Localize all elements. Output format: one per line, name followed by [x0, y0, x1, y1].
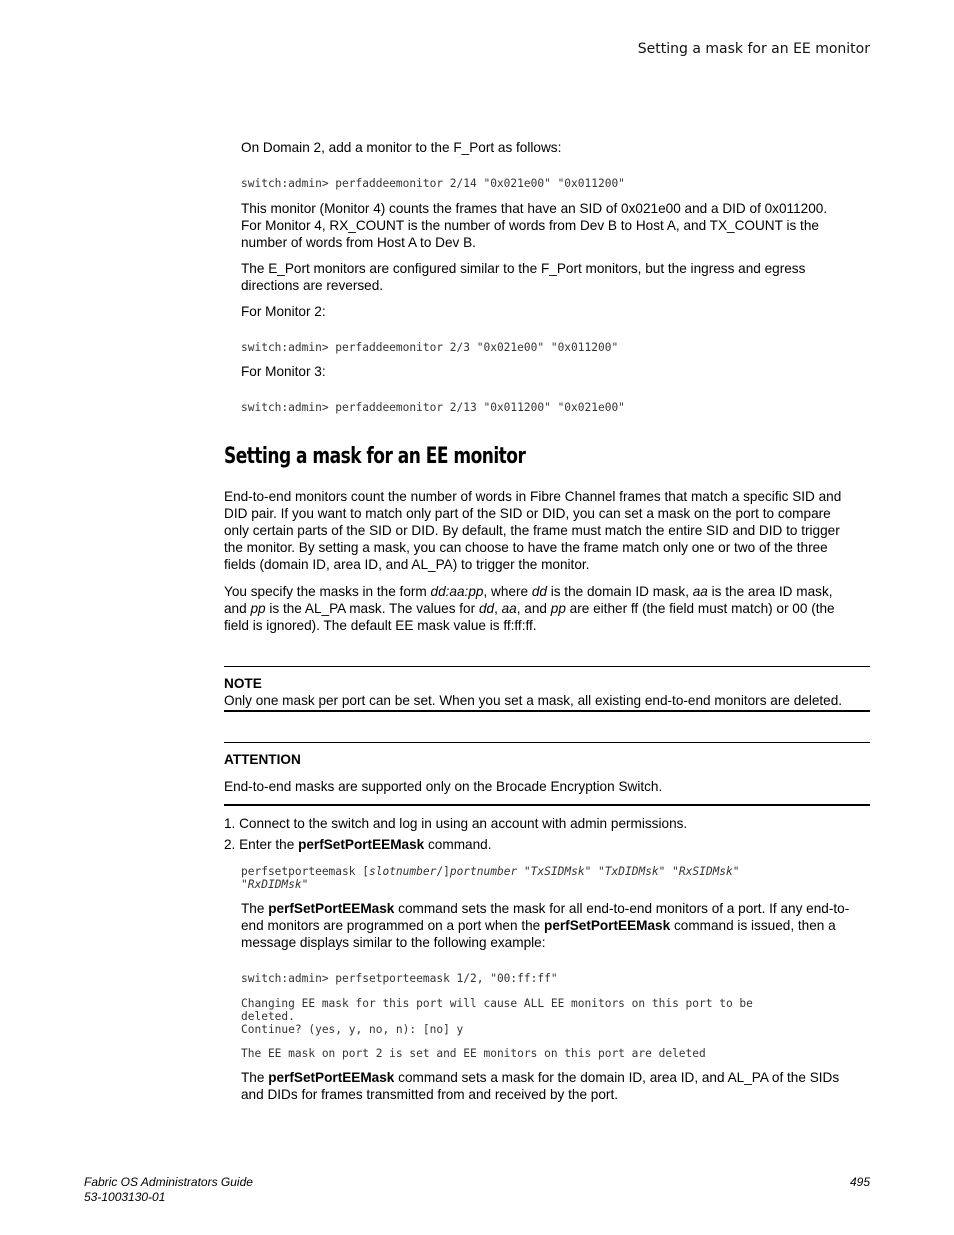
eport-paragraph: [241, 260, 871, 294]
text-line: the monitor. By setting a mask, you can choose to have the frame match only one or two of the three: [224, 540, 828, 555]
intro-paragraph: On Domain 2, add a monitor to the F_Port as follows:: [241, 140, 562, 155]
code-block: switch:admin> perfaddeemonitor 2/13 "0x011200" "0x021e00": [241, 401, 625, 414]
text-line: The E_Port monitors are configured similar to the F_Port monitors, but the ingress and egress: [241, 261, 806, 276]
text-line: For Monitor 4, RX_COUNT is the number of words from Dev B to Host A, and TX_COUNT is the: [241, 218, 819, 233]
text-line: message displays similar to the following example:: [241, 935, 546, 950]
attention-text: End-to-end masks are supported only on the Brocade Encryption Switch.: [224, 779, 663, 794]
text-line: DID pair. If you want to match only part of the SID or DID, you can set a mask on the port to compare: [224, 506, 831, 521]
code-block: switch:admin> perfaddeemonitor 2/14 "0x021e00" "0x011200": [241, 177, 625, 190]
code-block: Changing EE mask for this port will cause ALL EE monitors on this port to be deleted. Continue? (yes, y, no, n): [no] y: [241, 997, 753, 1036]
text-line: field is ignored). The default EE mask value is ff:ff:ff.: [224, 618, 537, 633]
step-1: 1. Connect to the switch and log in using an account with admin permissions.: [224, 816, 688, 831]
running-header: Setting a mask for an EE monitor: [637, 41, 870, 57]
text-line: only certain parts of the SID or DID. By default, the frame must match the entire SID and DID to trigger: [224, 523, 840, 538]
text-line: The perfSetPortEEMask command sets a mask for the domain ID, area ID, and AL_PA of the SIDs: [241, 1070, 840, 1085]
code-block: The EE mask on port 2 is set and EE monitors on this port are deleted: [241, 1047, 706, 1060]
monitor2-label: For Monitor 2:: [241, 304, 326, 319]
footer-doc-number: 53-1003130-01: [84, 1190, 166, 1204]
mask-format-paragraph: [224, 583, 870, 634]
text-line: number of words from Host A to Dev B.: [241, 235, 476, 250]
text-line: fields (domain ID, area ID, and AL_PA) to trigger the monitor.: [224, 557, 590, 572]
text-line: You specify the masks in the form dd:aa:pp, where dd is the domain ID mask, aa is the area ID mask,: [224, 584, 833, 599]
page-number: 495: [849, 1175, 870, 1189]
text-line: and pp is the AL_PA mask. The values for dd, aa, and pp are either ff (the field must match) or 00 (the: [224, 601, 835, 616]
attention-label: ATTENTION: [224, 752, 301, 767]
note-bottom-rule: [224, 710, 870, 712]
code-block: switch:admin> perfsetporteemask 1/2, "00:ff:ff": [241, 972, 558, 985]
section-heading: Setting a mask for an EE monitor: [224, 444, 526, 469]
monitor4-paragraph: [241, 200, 871, 251]
note-label: NOTE: [224, 676, 262, 691]
text-line: directions are reversed.: [241, 278, 384, 293]
monitor3-label: For Monitor 3:: [241, 364, 326, 379]
text-line: This monitor (Monitor 4) counts the frames that have an SID of 0x021e00 and a DID of 0x011200.: [241, 201, 828, 216]
closing-paragraph: [241, 1069, 871, 1103]
note-top-rule: [224, 666, 870, 667]
step-2: 2. Enter the perfSetPortEEMask command.: [224, 837, 492, 852]
code-block: switch:admin> perfaddeemonitor 2/3 "0x021e00" "0x011200": [241, 341, 619, 354]
note-text: Only one mask per port can be set. When you set a mask, all existing end-to-end monitors are deleted.: [224, 693, 843, 708]
footer-guide-title: Fabric OS Administrators Guide: [84, 1175, 253, 1189]
text-line: End-to-end monitors count the number of words in Fibre Channel frames that match a specific SID and: [224, 489, 842, 504]
setmask-paragraph: [241, 900, 871, 951]
attention-top-rule: [224, 742, 870, 743]
text-line: and DIDs for frames transmitted from and received by the port.: [241, 1087, 619, 1102]
text-line: The perfSetPortEEMask command sets the mask for all end-to-end monitors of a port. If any end-to-: [241, 901, 850, 916]
section-paragraph: [224, 488, 870, 573]
text-line: end monitors are programmed on a port when the perfSetPortEEMask command is issued, then a: [241, 918, 836, 933]
command-syntax: perfsetporteemask [slotnumber/]portnumber "TxSIDMsk" "TxDIDMsk" "RxSIDMsk" "RxDIDMsk": [241, 865, 740, 891]
attention-bottom-rule: [224, 804, 870, 806]
